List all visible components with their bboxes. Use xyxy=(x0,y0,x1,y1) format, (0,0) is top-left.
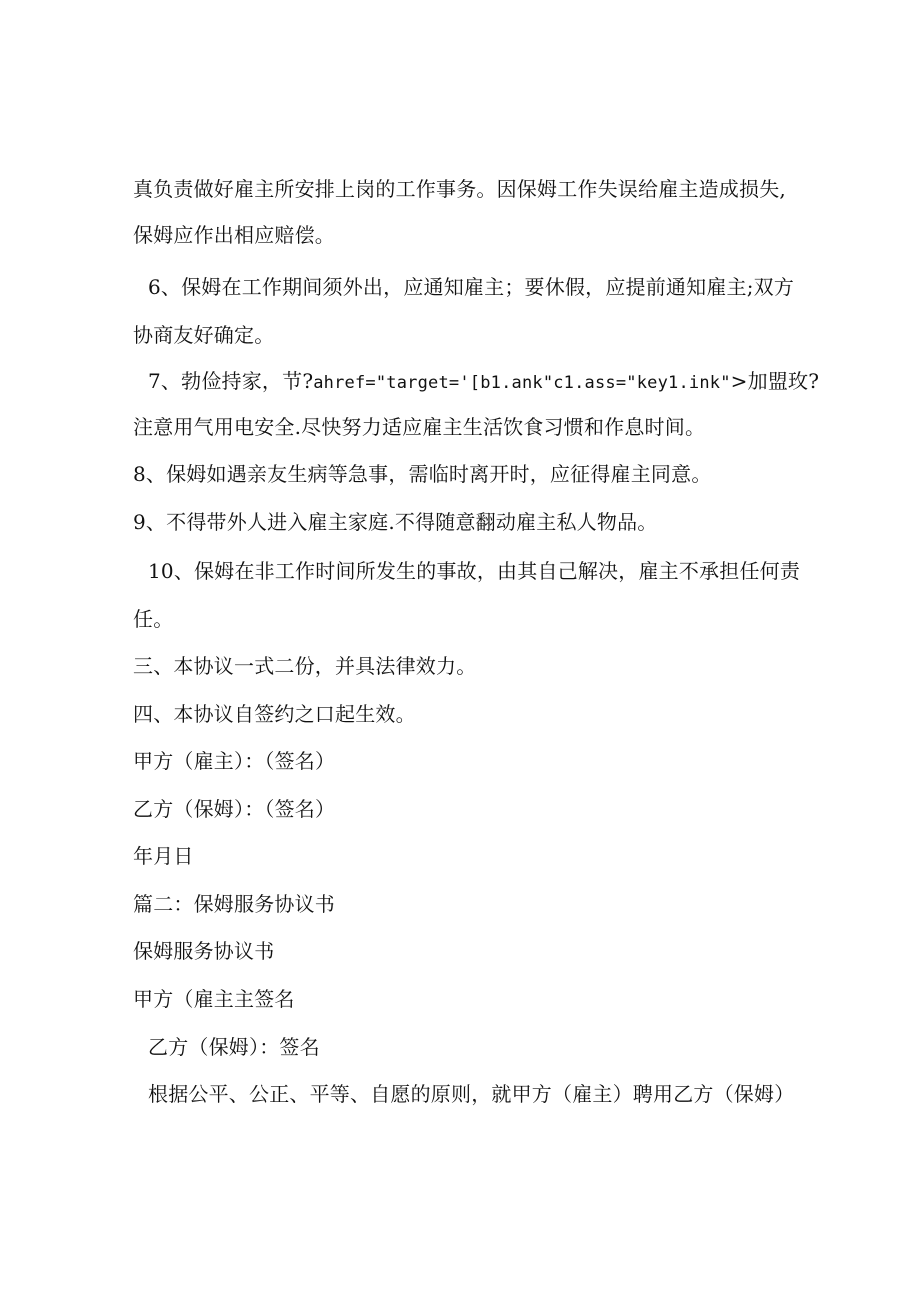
clause-7-line xyxy=(148,367,819,395)
clause-7-prefix: 7、勃俭持家，节? xyxy=(148,369,314,393)
section-four: 四、本协议自签约之口起生效。 xyxy=(133,702,416,726)
section-three: 三、本协议一式二份，并具法律效力。 xyxy=(133,654,477,678)
clause-6-line: 6、保姆在工作期间须外出，应通知雇主；要休假，应提前通知雇主;双方 xyxy=(148,275,795,299)
clause-7-suffix: >加盟玫? xyxy=(730,369,820,393)
clause-10-line: 10、保姆在非工作时间所发生的事故，由其自己解决，雇主不承担任何责 xyxy=(148,559,801,583)
date-line: 年月日 xyxy=(133,844,194,868)
clause-9: 9、不得带外人进入雇主家庭.不得随意翻动雇主私人物品。 xyxy=(133,510,658,534)
clause-7-line: 注意用气用电安全.尽快努力适应雇主生活饮食习惯和作息时间。 xyxy=(133,415,706,439)
paragraph-line: 真负责做好雇主所安排上岗的工作事务。因保姆工作失误给雇主造成损失, xyxy=(133,177,786,201)
clause-8: 8、保姆如遇亲友生病等急事，需临时离开时，应征得雇主同意。 xyxy=(133,462,712,486)
paragraph-line: 保姆应作出相应赔偿。 xyxy=(133,223,335,247)
preamble-line: 根据公平、公正、平等、自愿的原则，就甲方（雇主）聘用乙方（保姆） xyxy=(148,1082,795,1106)
party-b-signature: 乙方（保姆）：（签名） xyxy=(133,797,336,821)
agreement-title: 保姆服务协议书 xyxy=(133,939,275,963)
party-a-line: 甲方（雇主主签名 xyxy=(133,987,295,1011)
chapter-two-heading: 篇二：保姆服务协议书 xyxy=(133,892,335,916)
clause-6-line: 协商友好确定。 xyxy=(133,323,275,347)
clause-7-code-fragment: ahref="target='[b1.ank"c1.ass="key1.ink" xyxy=(313,373,731,393)
party-b-line: 乙方（保姆）：签名 xyxy=(148,1035,320,1059)
clause-10-line: 任。 xyxy=(133,607,174,631)
party-a-signature: 甲方（雇主）：（签名） xyxy=(133,749,336,773)
